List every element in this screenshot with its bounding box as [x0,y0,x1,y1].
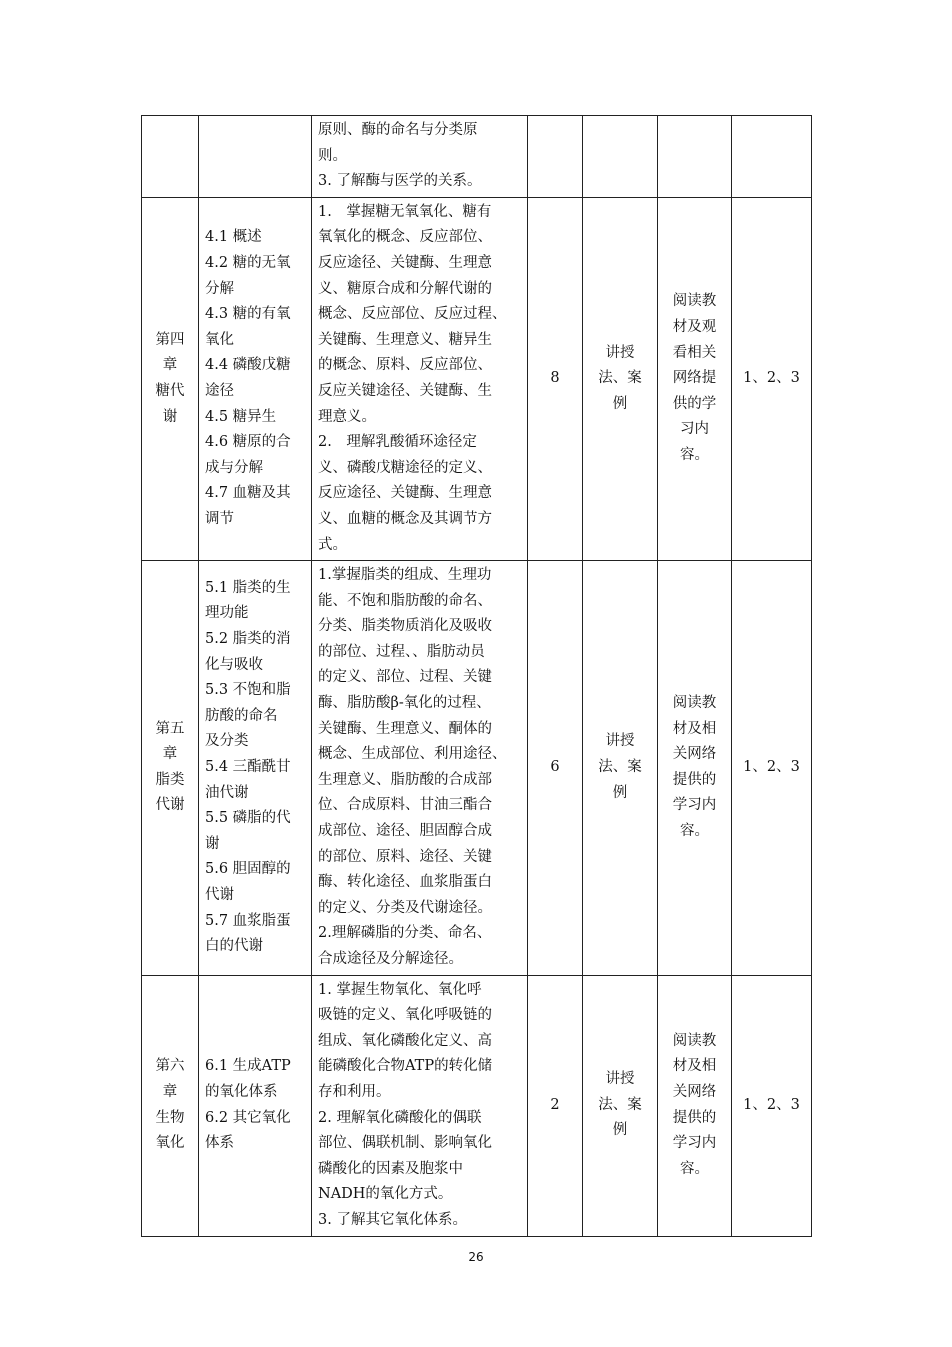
cell-line: 关键酶、生理意义、糖异生 [318,331,492,348]
cell-line: 法、案 [598,759,642,776]
goals-cell [732,116,812,198]
cell-line: 6.2 其它氧化 [205,1109,291,1126]
cell-line: 油代谢 [205,784,249,801]
cell-line: 的部位、原料、途径、关键 [318,848,492,865]
cell-line: 例 [612,395,628,412]
cell-line: 的定义、分类及代谢途径。 [318,899,492,916]
method-cell [583,197,658,560]
cell-line: 反应途径、关键酶、生理意 [318,254,492,271]
cell-line: 讲授 [605,733,635,750]
cell-line: 的部位、过程、、脂肪动员 [318,643,485,660]
cell-line: 1.掌握脂类的组成、生理功 [318,567,492,584]
cell-line: 6.1 生成ATP [205,1058,291,1075]
method-cell [583,975,658,1236]
cell-line: 糖代 [155,382,185,399]
cell-line: 脂类 [155,771,185,788]
hours-cell: 8 [528,197,583,560]
cell-line: 4.6 糖原的合 [205,434,291,451]
cell-line: 4.1 概述 [205,229,262,246]
cell-line: 酶、转化途径、血浆脂蛋白 [318,874,492,891]
cell-line: NADH的氧化方式。 [318,1186,453,1203]
cell-line: 4.3 糖的有氧 [205,306,291,323]
cell-line: 第六 [155,1058,185,1075]
cell-line: 合成途径及分解途径。 [318,951,463,967]
cell-line: 5.4 三酯酰甘 [205,759,291,776]
goals-cell: 1、2、3 [732,561,812,976]
cell-line: 5.5 磷脂的代 [205,810,291,827]
hours-cell: 6 [528,561,583,976]
cell-line: 则。 [318,147,347,164]
cell-line: 成部位、途径、胆固醇合成 [318,823,492,840]
cell-line: 2. 理解氧化磷酸化的偶联 [318,1109,482,1126]
table-row [142,116,812,198]
cell-line: 氧氧化的概念、反应部位、 [318,229,492,246]
cell-line: 容。 [680,823,709,840]
topics-cell [199,116,312,198]
page-number: 26 [468,1250,484,1264]
chapter-cell [142,116,199,198]
cell-line: 代谢 [205,887,234,904]
cell-line: 材及相 [672,720,717,737]
cell-line: 关键酶、生理意义、酮体的 [318,720,492,737]
cell-line: 4.5 糖异生 [205,408,277,425]
table-body [142,116,812,1237]
cell-line: 白的代谢 [205,938,263,955]
cell-line: 看相关 [672,344,717,361]
cell-line: 讲授 [605,1071,635,1088]
cell-line: 能、不饱和脂肪酸的命名、 [318,592,492,609]
cell-line: 式。 [318,536,347,553]
cell-line: 学习内 [672,1135,717,1152]
cell-line: 5.2 脂类的消 [205,631,291,648]
cell-line: 肪酸的命名 [205,707,278,724]
cell-line: 的概念、原料、反应部位、 [318,357,492,374]
cell-line: 习内 [680,421,709,438]
cell-line: 体系 [205,1135,234,1152]
topics-cell [199,975,312,1236]
cell-line: 1. 掌握生物氧化、氧化呼 [318,981,482,998]
chapter-cell [142,561,199,976]
reading-cell [658,197,732,560]
cell-line: 关网络 [672,746,717,763]
cell-line: 氧化 [155,1135,185,1152]
cell-line: 阅读教 [672,1032,717,1049]
method-cell [583,561,658,976]
goals-cell: 1、2、3 [732,975,812,1236]
cell-line: 原则、酶的命名与分类原 [318,122,478,138]
reading-cell [658,116,732,198]
cell-line: 章 [162,746,178,763]
cell-line: 谢 [162,408,178,425]
cell-line: 章 [162,357,178,374]
cell-line: 讲授 [605,344,635,361]
cell-line: 生物 [155,1109,185,1126]
cell-line: 化与吸收 [205,656,263,673]
cell-line: 吸链的定义、氧化呼吸链的 [318,1007,492,1024]
cell-line: 氧化 [205,331,234,348]
cell-line: 法、案 [598,1096,642,1113]
cell-line: 材及相 [672,1058,717,1075]
cell-line: 代谢 [155,797,185,814]
cell-line: 阅读教 [672,293,717,310]
cell-line: 的氧化体系 [205,1083,278,1100]
hours-cell: 2 [528,975,583,1236]
cell-line: 组成、氧化磷酸化定义、高 [318,1032,492,1049]
requirements-cell [312,197,528,560]
cell-line: 义、磷酸戊糖途径的定义、 [318,459,492,476]
cell-line: 2. 理解乳酸循环途径定 [318,434,477,451]
requirements-cell [312,561,528,976]
cell-line: 例 [612,784,628,801]
table-row [142,197,812,560]
syllabus-table [141,115,812,1237]
cell-line: 3. 了解其它氧化体系。 [318,1211,467,1228]
cell-line: 容。 [680,446,709,463]
cell-line: 例 [612,1122,628,1139]
cell-line: 4.2 糖的无氧 [205,254,291,271]
cell-line: 调节 [205,510,234,527]
cell-line: 义、血糖的概念及其调节方 [318,510,492,527]
cell-line: 理意义。 [318,408,376,425]
cell-line: 存和利用。 [318,1083,391,1100]
goals-cell: 1、2、3 [732,197,812,560]
cell-line: 网络提 [672,370,717,387]
cell-line: 法、案 [598,370,642,387]
table-row [142,561,812,976]
cell-line: 章 [162,1083,178,1100]
cell-line: 能磷酸化合物ATP的转化储 [318,1058,493,1075]
hours-cell [528,116,583,198]
cell-line: 5.1 脂类的生 [205,579,291,596]
cell-line: 位、合成原料、甘油三酯合 [318,797,492,814]
topics-cell [199,197,312,560]
cell-line: 容。 [680,1160,709,1177]
cell-line: 及分类 [205,733,249,750]
cell-line: 提供的 [672,771,717,788]
requirements-cell [312,975,528,1236]
table-row [142,975,812,1236]
cell-line: 的定义、部位、过程、关键 [318,669,492,686]
cell-line: 分解 [205,280,234,297]
cell-line: 反应途径、关键酶、生理意 [318,485,492,502]
cell-line: 途径 [205,382,234,399]
cell-line: 成与分解 [205,459,263,476]
method-cell [583,116,658,198]
cell-line: 提供的 [672,1109,717,1126]
cell-line: 3. 了解酶与医学的关系。 [318,173,482,190]
reading-cell [658,561,732,976]
cell-line: 学习内 [672,797,717,814]
topics-cell [199,561,312,976]
cell-line: 4.4 磷酸戊糖 [205,357,291,374]
chapter-cell [142,197,199,560]
cell-line: 酶、脂肪酸β-氧化的过程、 [318,695,491,712]
cell-line: 生理意义、脂肪酸的合成部 [318,771,492,788]
cell-line: 磷酸化的因素及胞浆中 [318,1160,463,1177]
cell-line: 部位、偶联机制、影响氧化 [318,1135,492,1152]
cell-line: 阅读教 [672,695,717,712]
cell-line: 2.理解磷脂的分类、命名、 [318,925,492,942]
cell-line: 5.7 血浆脂蛋 [205,912,291,929]
cell-line: 1. 掌握糖无氧氧化、糖有 [318,203,492,220]
cell-line: 理功能 [205,605,249,622]
cell-line: 供的学 [672,395,717,412]
cell-line: 分类、脂类物质消化及吸收 [318,618,492,635]
cell-line: 5.3 不饱和脂 [205,682,291,699]
requirements-cell [312,116,528,198]
cell-line: 概念、生成部位、利用途径、 [318,746,507,763]
chapter-cell [142,975,199,1236]
cell-line: 谢 [205,835,220,852]
reading-cell [658,975,732,1236]
cell-line: 关网络 [672,1083,717,1100]
cell-line: 第四 [155,331,185,348]
cell-line: 4.7 血糖及其 [205,485,291,502]
cell-line: 义、糖原合成和分解代谢的 [318,280,492,297]
cell-line: 材及观 [672,318,717,335]
cell-line: 概念、反应部位、反应过程、 [318,306,507,323]
cell-line: 第五 [155,720,185,737]
cell-line: 5.6 胆固醇的 [205,861,291,878]
cell-line: 反应关键途径、关键酶、生 [318,382,492,399]
